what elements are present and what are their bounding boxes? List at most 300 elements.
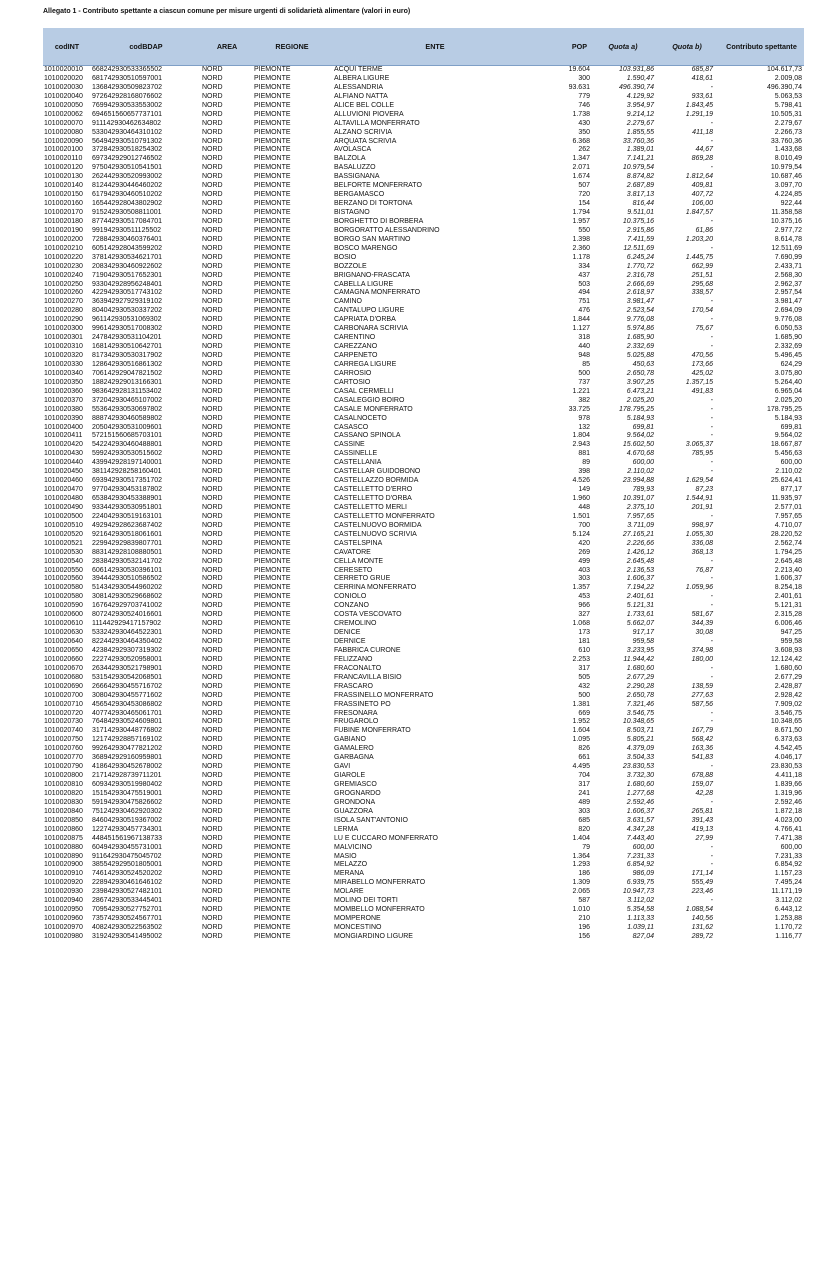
cell-quota-b: 368,13 xyxy=(691,548,713,556)
cell-quota-b: - xyxy=(710,119,713,127)
cell-ente: CASASCO xyxy=(334,423,369,431)
cell-ente: BERZANO DI TORTONA xyxy=(334,200,413,208)
cell-quota-b: 470,56 xyxy=(691,352,713,359)
cell-regione: PIEMONTE xyxy=(254,137,291,145)
cell-quota-b: 223,46 xyxy=(691,888,713,896)
cell-regione: PIEMONTE xyxy=(254,727,291,735)
table-row xyxy=(43,611,804,620)
cell-pop: 661 xyxy=(578,754,590,762)
cell-codint: 1010020210 xyxy=(44,244,83,252)
cell-quota-b: - xyxy=(710,468,713,476)
cell-quota-b: - xyxy=(710,343,713,351)
cell-quota-b: - xyxy=(710,861,713,869)
cell-codbdap: 933442930530951801 xyxy=(92,503,163,511)
table-row xyxy=(43,504,804,513)
cell-contributo: 3.097,70 xyxy=(774,182,802,190)
cell-quota-b: 344,39 xyxy=(691,620,713,628)
cell-ente: ALZANO SCRIVIA xyxy=(334,128,392,136)
cell-quota-a: 6.473,21 xyxy=(626,387,654,395)
cell-codint: 1010020730 xyxy=(44,718,83,726)
cell-regione: PIEMONTE xyxy=(254,825,291,833)
cell-quota-a: 2.650,78 xyxy=(626,369,654,377)
cell-ente: GROGNARDO xyxy=(334,789,381,797)
cell-quota-b: 1.847,57 xyxy=(685,209,713,216)
cell-regione: PIEMONTE xyxy=(254,861,291,869)
cell-contributo: 2.428,87 xyxy=(774,682,802,690)
cell-regione: PIEMONTE xyxy=(254,146,291,154)
cell-codbdap: 151542930475519001 xyxy=(92,789,163,797)
cell-quota-b: 295,68 xyxy=(691,280,713,288)
cell-codbdap: 975042930510541501 xyxy=(92,164,163,172)
cell-pop: 327 xyxy=(578,611,590,619)
cell-regione: PIEMONTE xyxy=(254,155,291,163)
cell-regione: PIEMONTE xyxy=(254,736,291,744)
cell-ente: CAMINO xyxy=(334,298,362,306)
cell-regione: PIEMONTE xyxy=(254,74,291,82)
cell-pop: 507 xyxy=(578,182,590,190)
cell-area: NORD xyxy=(202,173,223,181)
cell-quota-b: 1.088,54 xyxy=(685,906,713,914)
cell-codbdap: 564942930510791302 xyxy=(92,137,163,145)
cell-codbdap: 972642928168076602 xyxy=(92,92,163,100)
table-row xyxy=(43,915,804,924)
cell-codbdap: 605142928043599202 xyxy=(92,244,163,252)
table-row xyxy=(43,549,804,558)
cell-area: NORD xyxy=(202,807,223,815)
cell-quota-a: 178.795,25 xyxy=(618,405,654,413)
table-row xyxy=(43,227,804,236)
table-row xyxy=(43,388,804,397)
table-row xyxy=(43,173,804,182)
cell-contributo: 3.075,80 xyxy=(774,369,802,377)
cell-quota-b: - xyxy=(710,593,713,601)
cell-regione: PIEMONTE xyxy=(254,843,291,851)
cell-contributo: 2.315,28 xyxy=(774,611,802,619)
cell-codint: 1010020411 xyxy=(44,432,83,440)
table-row xyxy=(43,486,804,495)
cell-area: NORD xyxy=(202,888,223,896)
cell-ente: MASIO xyxy=(334,852,357,860)
cell-codbdap: 769942930533553002 xyxy=(92,101,163,109)
cell-codint: 1010020150 xyxy=(44,191,83,199)
cell-codint: 1010020062 xyxy=(44,110,83,118)
cell-ente: ISOLA SANT'ANTONIO xyxy=(334,816,408,824)
cell-codint: 1010020560 xyxy=(44,575,83,583)
cell-quota-a: 6.939,75 xyxy=(626,879,654,887)
cell-codbdap: 407742930465061701 xyxy=(92,709,163,717)
table-row xyxy=(43,718,804,727)
cell-quota-b: - xyxy=(710,763,713,771)
cell-area: NORD xyxy=(202,486,223,494)
table-row xyxy=(43,138,804,147)
allocation-table xyxy=(43,28,804,942)
table-row xyxy=(43,370,804,379)
cell-quota-a: 3.954,97 xyxy=(626,101,654,109)
cell-area: NORD xyxy=(202,655,223,663)
cell-codint: 1010020890 xyxy=(44,852,83,860)
cell-codint: 1010020860 xyxy=(44,825,83,833)
cell-pop: 156 xyxy=(578,932,590,940)
cell-ente: DENICE xyxy=(334,629,361,637)
cell-area: NORD xyxy=(202,915,223,923)
cell-codint: 1010020480 xyxy=(44,495,83,502)
cell-codbdap: 991942930511125502 xyxy=(92,226,162,234)
cell-codbdap: 728842930460376401 xyxy=(92,235,163,243)
cell-codint: 1010020970 xyxy=(44,924,83,931)
cell-quota-a: 1.426,12 xyxy=(626,548,654,556)
cell-quota-a: 1.733,61 xyxy=(626,611,654,619)
cell-codbdap: 247842930531104201 xyxy=(92,334,162,342)
cell-quota-a: 15.602,50 xyxy=(622,441,654,449)
cell-ente: ALBERA LIGURE xyxy=(334,74,390,82)
table-row xyxy=(43,495,804,504)
cell-quota-b: 171,14 xyxy=(691,870,713,878)
cell-codint: 1010020610 xyxy=(44,620,83,628)
cell-area: NORD xyxy=(202,271,223,279)
cell-quota-b: - xyxy=(710,602,713,610)
cell-regione: PIEMONTE xyxy=(254,772,291,780)
cell-ente: CASSANO SPINOLA xyxy=(334,432,401,440)
cell-quota-b: 685,87 xyxy=(691,66,713,73)
cell-regione: PIEMONTE xyxy=(254,414,291,422)
cell-codint: 1010020170 xyxy=(44,209,83,216)
cell-contributo: 8.254,18 xyxy=(774,584,802,592)
cell-codint: 1010020200 xyxy=(44,235,83,243)
cell-pop: 503 xyxy=(578,280,590,288)
cell-quota-a: 2.226,66 xyxy=(626,539,654,547)
table-row xyxy=(43,263,804,272)
header-pop: POP xyxy=(539,28,591,66)
cell-area: NORD xyxy=(202,235,223,243)
cell-pop: 79 xyxy=(582,843,590,851)
cell-quota-b: - xyxy=(710,298,713,306)
cell-codint: 1010020420 xyxy=(44,441,83,449)
cell-regione: PIEMONTE xyxy=(254,620,291,628)
cell-regione: PIEMONTE xyxy=(254,119,291,127)
cell-ente: GREMIASCO xyxy=(334,781,377,788)
cell-regione: PIEMONTE xyxy=(254,879,291,887)
cell-ente: BASSIGNANA xyxy=(334,173,380,181)
cell-area: NORD xyxy=(202,200,223,208)
cell-area: NORD xyxy=(202,718,223,726)
cell-regione: PIEMONTE xyxy=(254,745,291,753)
cell-codint: 1010020930 xyxy=(44,888,83,896)
cell-codbdap: 372842930518254302 xyxy=(92,146,163,154)
cell-quota-a: 9.776,08 xyxy=(626,316,654,324)
cell-codbdap: 111442929417157902 xyxy=(92,620,162,628)
cell-pop: 1.501 xyxy=(572,512,590,520)
cell-ente: CERRINA MONFERRATO xyxy=(334,584,417,592)
cell-regione: PIEMONTE xyxy=(254,307,291,315)
cell-quota-b: 1.629,54 xyxy=(685,477,713,485)
cell-quota-a: 5.025,88 xyxy=(626,352,654,359)
cell-quota-a: 2.025,20 xyxy=(626,396,654,404)
cell-ente: CASALEGGIO BOIRO xyxy=(334,396,405,404)
cell-ente: CASALE MONFERRATO xyxy=(334,405,413,413)
cell-pop: 262 xyxy=(578,146,590,154)
cell-codbdap: 817342930530317902 xyxy=(92,352,163,359)
cell-regione: PIEMONTE xyxy=(254,789,291,797)
cell-contributo: 1.872,18 xyxy=(774,807,802,815)
cell-ente: MONGIARDINO LIGURE xyxy=(334,932,413,940)
cell-area: NORD xyxy=(202,66,223,73)
cell-codbdap: 381142928258160401 xyxy=(92,468,162,476)
cell-codint: 1010020180 xyxy=(44,217,83,225)
cell-regione: PIEMONTE xyxy=(254,781,291,788)
cell-pop: 700 xyxy=(578,521,590,529)
cell-regione: PIEMONTE xyxy=(254,602,291,610)
cell-area: NORD xyxy=(202,217,223,225)
cell-pop: 4.526 xyxy=(572,477,590,485)
cell-codbdap: 394442930510586502 xyxy=(92,575,163,583)
cell-codbdap: 385542929501805001 xyxy=(92,861,163,869)
cell-contributo: 6.373,63 xyxy=(774,736,802,744)
cell-quota-a: 7.411,59 xyxy=(627,235,654,243)
cell-regione: PIEMONTE xyxy=(254,360,291,368)
table-row xyxy=(43,933,804,942)
cell-regione: PIEMONTE xyxy=(254,334,291,342)
cell-regione: PIEMONTE xyxy=(254,906,291,914)
cell-codbdap: 911142930462634802 xyxy=(92,119,162,127)
cell-ente: CARBONARA SCRIVIA xyxy=(334,325,408,333)
cell-codint: 1010020875 xyxy=(44,834,83,842)
cell-quota-b: 338,57 xyxy=(691,289,713,297)
cell-area: NORD xyxy=(202,736,223,744)
cell-pop: 350 xyxy=(578,128,590,136)
cell-pop: 154 xyxy=(578,200,590,208)
cell-contributo: 8.614,78 xyxy=(774,235,802,243)
cell-codbdap: 553642930530697802 xyxy=(92,405,163,413)
cell-quota-b: 61,86 xyxy=(695,226,713,234)
table-row xyxy=(43,93,804,102)
cell-codint: 1010020460 xyxy=(44,477,83,485)
table-row xyxy=(43,754,804,763)
table-row xyxy=(43,200,804,209)
cell-pop: 269 xyxy=(578,548,590,556)
cell-quota-b: - xyxy=(710,843,713,851)
cell-ente: BRIGNANO-FRASCATA xyxy=(334,271,410,279)
cell-codint: 1010020880 xyxy=(44,843,83,851)
cell-contributo: 7.909,02 xyxy=(774,700,802,708)
table-row xyxy=(43,522,804,531)
cell-pop: 1.674 xyxy=(572,173,590,181)
cell-quota-a: 23.994,88 xyxy=(622,477,654,485)
cell-quota-a: 2.401,61 xyxy=(626,593,654,601)
cell-ente: FRASSINETO PO xyxy=(334,700,391,708)
cell-codint: 1010020190 xyxy=(44,226,83,234)
cell-quota-a: 2.110,02 xyxy=(627,468,654,476)
cell-pop: 89 xyxy=(582,459,590,467)
cell-pop: 5.124 xyxy=(572,530,590,538)
cell-pop: 704 xyxy=(578,772,590,780)
cell-codint: 1010020300 xyxy=(44,325,83,333)
table-row xyxy=(43,665,804,674)
cell-ente: BALZOLA xyxy=(334,155,366,163)
cell-contributo: 5.184,93 xyxy=(774,414,802,422)
cell-pop: 317 xyxy=(578,664,590,672)
cell-pop: 448 xyxy=(578,503,590,511)
cell-codbdap: 542242930460488801 xyxy=(92,441,163,449)
cell-codint: 1010020030 xyxy=(44,83,83,91)
cell-ente: CERESETO xyxy=(334,566,373,574)
cell-codint: 1010020680 xyxy=(44,673,83,681)
cell-quota-b: 1.843,45 xyxy=(685,101,713,109)
cell-codbdap: 423842929307319302 xyxy=(92,646,163,654)
cell-quota-b: 1.544,91 xyxy=(685,495,713,502)
cell-regione: PIEMONTE xyxy=(254,486,291,494)
table-row xyxy=(43,307,804,316)
cell-contributo: 10.375,16 xyxy=(770,217,802,225)
cell-codbdap: 606142930530396101 xyxy=(92,566,163,574)
cell-contributo: 1.157,23 xyxy=(774,870,802,878)
cell-quota-a: 3.711,09 xyxy=(627,521,654,529)
cell-codbdap: 408242930522563502 xyxy=(92,924,163,931)
cell-codbdap: 911642930475045702 xyxy=(92,852,162,860)
cell-regione: PIEMONTE xyxy=(254,173,291,181)
table-row xyxy=(43,567,804,576)
cell-codbdap: 719042930517652301 xyxy=(92,271,163,279)
cell-regione: PIEMONTE xyxy=(254,432,291,440)
cell-regione: PIEMONTE xyxy=(254,593,291,601)
cell-codint: 1010020700 xyxy=(44,691,83,699)
cell-ente: CASTELLETTO D'ERRO xyxy=(334,486,413,494)
cell-quota-b: - xyxy=(710,432,713,440)
cell-codint: 1010020940 xyxy=(44,897,83,905)
cell-contributo: 2.332,69 xyxy=(774,343,802,351)
cell-ente: GABIANO xyxy=(334,736,366,744)
cell-quota-a: 1.039,11 xyxy=(627,924,654,931)
cell-codint: 1010020470 xyxy=(44,486,83,494)
cell-quota-b: 869,28 xyxy=(691,155,713,163)
cell-regione: PIEMONTE xyxy=(254,244,291,252)
cell-quota-a: 1.277,68 xyxy=(626,789,654,797)
cell-pop: 2.360 xyxy=(572,244,590,252)
table-row xyxy=(43,218,804,227)
cell-area: NORD xyxy=(202,459,223,467)
cell-quota-a: 2.332,69 xyxy=(626,343,654,351)
cell-area: NORD xyxy=(202,101,223,109)
cell-ente: CASTELSPINA xyxy=(334,539,383,547)
cell-ente: MERANA xyxy=(334,870,364,878)
cell-codbdap: 697342929012746502 xyxy=(92,155,163,163)
cell-codbdap: 706142929047821502 xyxy=(92,369,163,377)
cell-codint: 1010020090 xyxy=(44,137,83,145)
cell-regione: PIEMONTE xyxy=(254,423,291,431)
cell-contributo: 1.680,60 xyxy=(774,664,802,672)
cell-ente: BOSCO MARENGO xyxy=(334,244,398,252)
cell-contributo: 178.795,25 xyxy=(766,405,802,413)
table-row xyxy=(43,558,804,567)
cell-codbdap: 136842930509823702 xyxy=(92,83,163,91)
allocation-table-wrapper xyxy=(43,28,804,942)
cell-quota-b: 336,08 xyxy=(691,539,713,547)
cell-quota-b: - xyxy=(710,718,713,726)
cell-regione: PIEMONTE xyxy=(254,378,291,386)
cell-regione: PIEMONTE xyxy=(254,289,291,297)
cell-pop: 440 xyxy=(578,343,590,351)
cell-codbdap: 422942930517743102 xyxy=(92,289,163,297)
cell-area: NORD xyxy=(202,280,223,288)
cell-quota-b: 159,07 xyxy=(691,781,713,788)
cell-pop: 430 xyxy=(578,119,590,127)
cell-codint: 1010020140 xyxy=(44,182,83,190)
cell-pop: 334 xyxy=(578,262,590,270)
cell-quota-b: - xyxy=(710,164,713,172)
cell-contributo: 2.677,29 xyxy=(774,673,802,681)
cell-ente: BELFORTE MONFERRATO xyxy=(334,182,422,190)
cell-pop: 669 xyxy=(578,709,590,717)
cell-regione: PIEMONTE xyxy=(254,897,291,905)
cell-codbdap: 883142928108880501 xyxy=(92,548,163,556)
cell-codbdap: 599242930530515602 xyxy=(92,450,163,458)
table-row xyxy=(43,441,804,450)
cell-quota-b: - xyxy=(710,709,713,717)
cell-quota-b: - xyxy=(710,423,713,431)
cell-regione: PIEMONTE xyxy=(254,235,291,243)
cell-codint: 1010020550 xyxy=(44,566,83,574)
cell-quota-b: 411,18 xyxy=(692,128,713,136)
cell-codbdap: 224042930519163101 xyxy=(92,512,163,520)
cell-contributo: 1.794,25 xyxy=(774,548,802,556)
cell-codbdap: 283842930532141702 xyxy=(92,557,163,565)
cell-regione: PIEMONTE xyxy=(254,477,291,485)
cell-regione: PIEMONTE xyxy=(254,343,291,351)
cell-pop: 437 xyxy=(578,271,590,279)
cell-codbdap: 921642930518061601 xyxy=(92,530,163,538)
cell-codbdap: 746142930524520202 xyxy=(92,870,163,878)
cell-quota-a: 3.112,02 xyxy=(627,897,654,905)
table-row xyxy=(43,450,804,459)
cell-regione: PIEMONTE xyxy=(254,646,291,654)
cell-ente: FRACONALTO xyxy=(334,664,382,672)
table-row xyxy=(43,120,804,129)
table-row xyxy=(43,459,804,468)
cell-pop: 751 xyxy=(578,298,590,306)
cell-regione: PIEMONTE xyxy=(254,807,291,815)
cell-quota-a: 1.113,33 xyxy=(627,915,654,923)
table-row xyxy=(43,727,804,736)
cell-area: NORD xyxy=(202,432,223,440)
cell-codbdap: 694651560657737101 xyxy=(92,110,163,118)
cell-ente: BASALUZZO xyxy=(334,164,376,172)
table-row xyxy=(43,888,804,897)
cell-codbdap: 992642930477821202 xyxy=(92,745,163,753)
cell-quota-b: 785,95 xyxy=(691,450,713,458)
table-row xyxy=(43,254,804,263)
cell-ente: CARTOSIO xyxy=(334,378,371,386)
cell-quota-a: 2.523,54 xyxy=(626,307,654,315)
cell-pop: 186 xyxy=(578,870,590,878)
cell-codint: 1010020760 xyxy=(44,745,83,753)
cell-quota-b: 678,88 xyxy=(691,772,713,780)
cell-pop: 2.071 xyxy=(572,164,590,172)
cell-quota-b: 289,72 xyxy=(691,932,713,940)
cell-contributo: 18.667,87 xyxy=(770,441,802,449)
table-row xyxy=(43,701,804,710)
table-row xyxy=(43,879,804,888)
table-row xyxy=(43,352,804,361)
cell-quota-a: 3.631,57 xyxy=(626,816,654,824)
cell-ente: FRUGAROLO xyxy=(334,718,379,726)
cell-codint: 1010020660 xyxy=(44,655,83,663)
cell-codbdap: 363942927929319102 xyxy=(92,298,163,306)
cell-quota-a: 7.231,33 xyxy=(626,852,654,860)
cell-contributo: 28.220,52 xyxy=(770,530,802,538)
cell-pop: 33.725 xyxy=(568,405,590,413)
cell-quota-b: - xyxy=(710,459,713,467)
table-row xyxy=(43,861,804,870)
cell-codint: 1010020521 xyxy=(44,539,83,547)
